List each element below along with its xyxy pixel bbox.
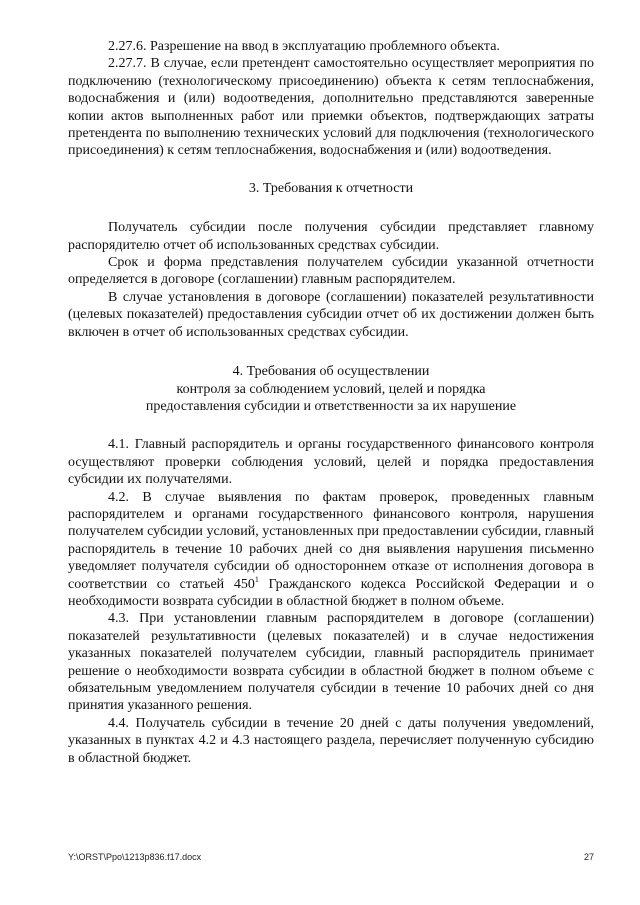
- paragraph-4-2-text-b: Гражданского кодекса Российской Федерации и о необходимости возврата субсидии в областной бюджет в полном объеме.: [68, 576, 594, 609]
- page-footer: [68, 852, 594, 862]
- file-path: Y:\ORST\Ppo\1213p836.f17.docx: [68, 852, 202, 862]
- paragraph-4-2-text-a: 4.2. В случае выявления по фактам проверок, проведенных главным распорядителем и органами государственного финансового контроля, нарушения получателем субсидии условий, установленных при предоставлении субсидии, главный распорядитель в течение 10 рабочих дней со дня выявления нарушения письменно уведомляет получателя субсидии об одностороннем отказе от исполнения договора в соответствии со статьей 450: [68, 489, 594, 592]
- document-body: [68, 38, 594, 767]
- paragraph-4-3: 4.3. При установлении главным распорядителем в договоре (соглашении) показателей результативности (целевых показателей) и в случае недостижения указанных показателей получателем субсидии, главный распорядитель принимает решение о необходимости возврата субсидии в областной бюджет в полном объеме с обязательным уведомлением получателя субсидии в течение 10 рабочих дней со дня принятия указанного решения.: [68, 611, 594, 714]
- paragraph-4-1: 4.1. Главный распорядитель и органы государственного финансового контроля осуществляют проверки соблюдения условий, целей и порядка предоставления субсидии их получателями.: [68, 437, 594, 488]
- page-number: 27: [583, 852, 594, 862]
- section-3-heading: 3. Требования к отчетности: [248, 180, 414, 196]
- footnote-superscript: 1: [254, 574, 259, 584]
- paragraph-2-27-7: 2.27.7. В случае, если претендент самостоятельно осуществляет мероприятия по подключению (технологическому присоединению) объекта к сетям теплоснабжения, водоснабжения и (или) водоотведения, дополнительно представляются заверенные копии актов выполненных работ или приемки объектов, подтверждающих затраты претендента по выполнению технических условий для подключения (технологического присоединения) к сетям теплоснабжения, водоснабжения и (или) водоотведения.: [68, 56, 594, 159]
- section-4-heading-line-3: предоставления субсидии и ответственности за их нарушение: [145, 398, 517, 414]
- paragraph-3-1: Получатель субсидии после получения субсидии представляет главному распорядителю отчет об использованных средствах субсидии.: [68, 220, 594, 253]
- paragraph-2-27-6: 2.27.6. Разрешение на ввод в эксплуатацию проблемного объекта.: [108, 39, 500, 54]
- paragraph-4-2: [68, 489, 594, 611]
- paragraph-3-2: Срок и форма представления получателем субсидии указанной отчетности определяется в договоре (соглашении) главным распорядителем.: [68, 255, 594, 288]
- section-4-heading-line-2: контроля за соблюдением условий, целей и порядка: [176, 381, 486, 397]
- paragraph-4-4: 4.4. Получатель субсидии в течение 20 дней с даты получения уведомлений, указанных в пунктах 4.2 и 4.3 настоящего раздела, перечисляет полученную субсидию в областной бюджет.: [68, 715, 594, 766]
- section-4-heading: [68, 363, 594, 415]
- paragraph-3-3: В случае установления в договоре (соглашении) показателей результативности (целевых показателей) предоставления субсидии отчет об их достижении должен быть включен в отчет об использованных средствах субсидии.: [68, 289, 594, 340]
- section-4-heading-line-1: 4. Требования об осуществлении: [232, 364, 430, 380]
